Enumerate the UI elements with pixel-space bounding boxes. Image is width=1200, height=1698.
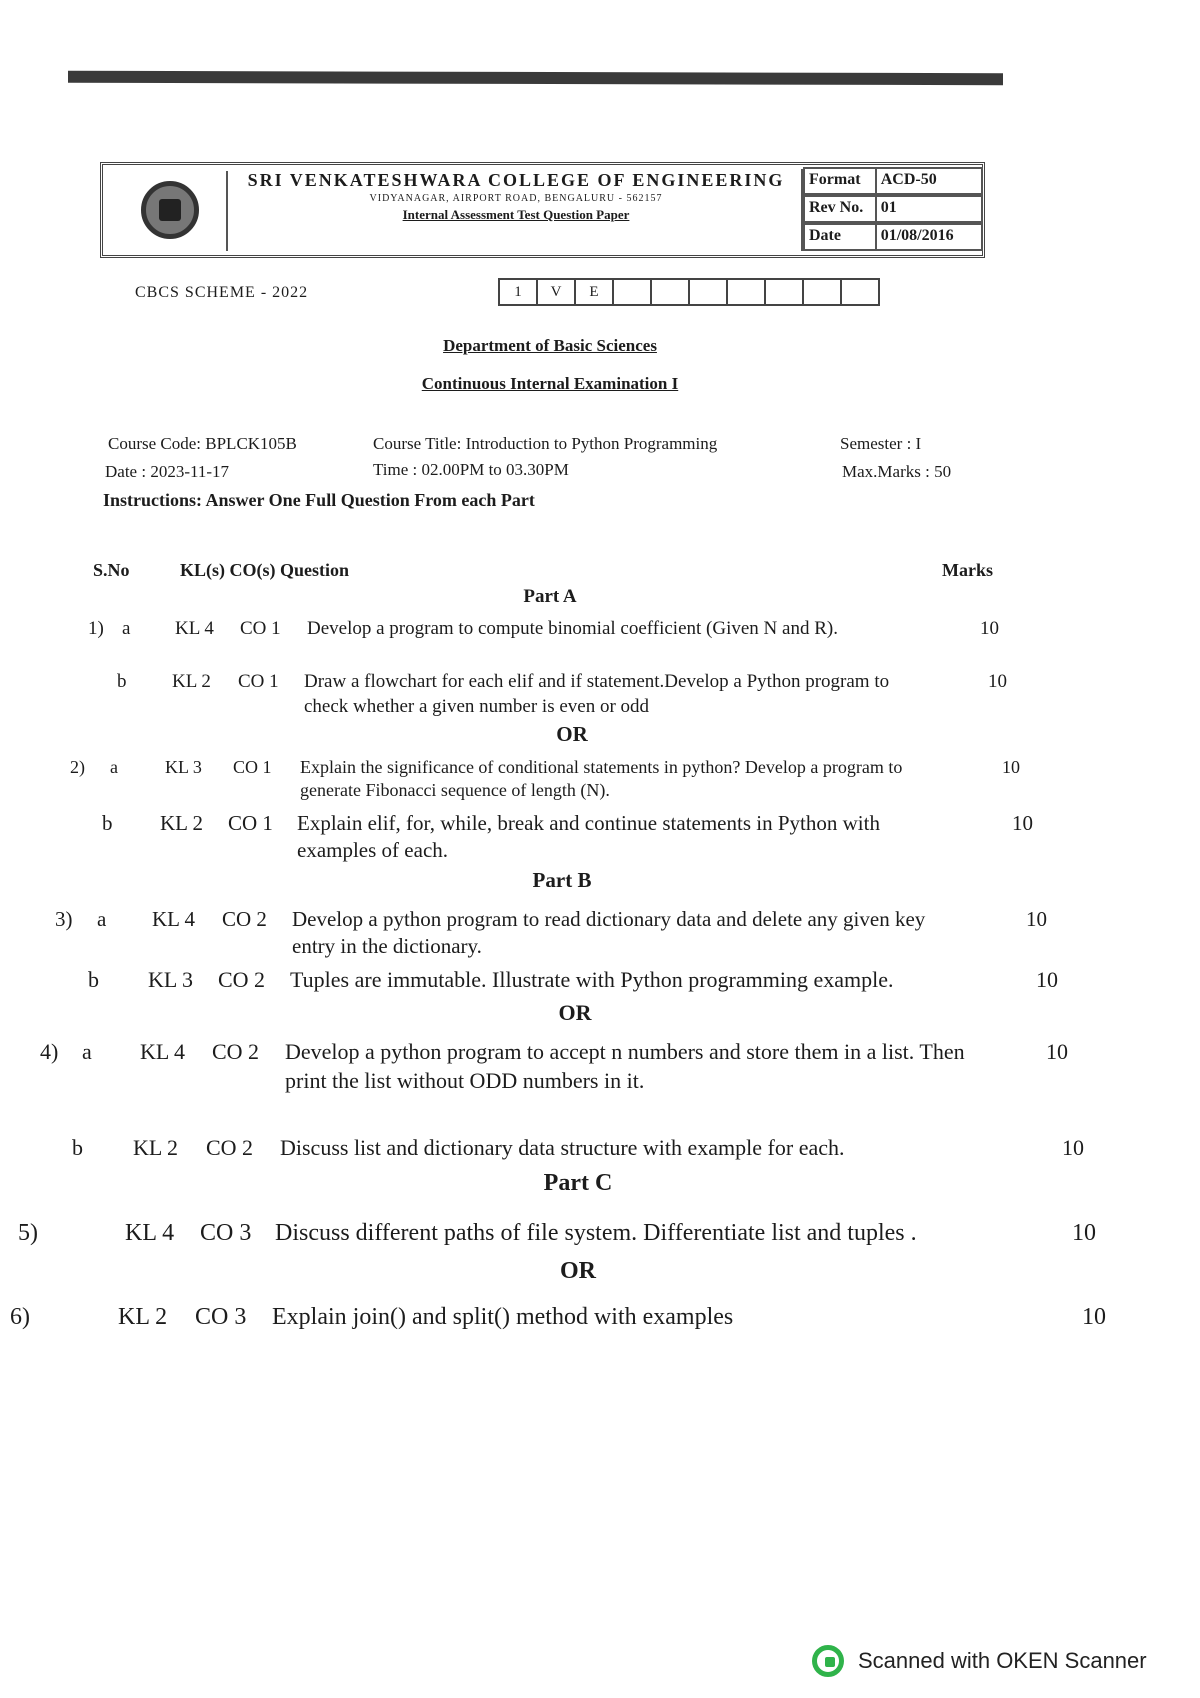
- meta-value: 01: [875, 195, 983, 223]
- course-outcome: CO 3: [195, 1304, 247, 1330]
- question-number: 3): [55, 907, 73, 931]
- scanner-watermark: [812, 1645, 1147, 1677]
- usn-digit-box: [802, 278, 842, 306]
- question-sub-label: a: [97, 907, 107, 931]
- knowledge-level: KL 3: [148, 967, 194, 992]
- course-outcome: CO 1: [238, 671, 279, 692]
- knowledge-level: KL 4: [175, 618, 214, 639]
- question-marks: 10: [1062, 1135, 1084, 1160]
- usn-digit-box: [612, 278, 652, 306]
- instructions: Instructions: Answer One Full Question From each Part: [103, 490, 535, 510]
- question-sub-label: b: [72, 1135, 83, 1160]
- question-marks: 10: [1036, 967, 1058, 992]
- question-marks: 10: [1082, 1304, 1106, 1330]
- department-title: Department of Basic Sciences: [443, 336, 657, 355]
- question-sub-label: a: [122, 618, 131, 639]
- knowledge-level: KL 4: [125, 1220, 175, 1246]
- knowledge-level: KL 2: [172, 671, 211, 692]
- question-sub-label: b: [117, 671, 127, 692]
- usn-digit-box: V: [536, 278, 576, 306]
- question-sub-label: b: [102, 811, 113, 835]
- max-marks: Max.Marks : 50: [842, 462, 952, 481]
- knowledge-level: KL 2: [160, 811, 203, 835]
- knowledge-level: KL 2: [133, 1135, 179, 1160]
- or-separator: OR: [556, 722, 588, 746]
- question-sub-label: a: [110, 757, 118, 777]
- semester: Semester : I: [840, 434, 922, 453]
- usn-digit-box: [840, 278, 880, 306]
- sno-header: S.No: [93, 560, 130, 580]
- question-marks: 10: [1072, 1220, 1096, 1246]
- emblem-icon: [141, 181, 199, 239]
- usn-digit-box: [688, 278, 728, 306]
- question-text: Draw a flowchart for each elif and if statement.Develop a Python program to check whether a given number is even or odd: [304, 671, 890, 717]
- marks-header: Marks: [942, 560, 993, 580]
- question-text: Discuss list and dictionary data structure with example for each.: [280, 1135, 845, 1160]
- college-logo: [111, 171, 228, 251]
- exam-date: Date : 2023-11-17: [105, 462, 230, 481]
- college-address: VIDYANAGAR, AIRPORT ROAD, BENGALURU - 562157: [369, 193, 663, 204]
- question-marks: 10: [988, 671, 1007, 692]
- usn-digit-box: E: [574, 278, 614, 306]
- course-outcome: CO 2: [218, 967, 266, 992]
- course-outcome: CO 1: [228, 811, 273, 835]
- meta-label: Format: [803, 167, 877, 195]
- meta-row: [803, 167, 983, 195]
- question-text: Tuples are immutable. Illustrate with Python programming example.: [290, 967, 894, 992]
- question-text: Develop a python program to read dictionary data and delete any given key entry in the dictionary.: [292, 907, 926, 959]
- course-title: Course Title: Introduction to Python Programming: [373, 434, 718, 453]
- course-outcome: CO 3: [200, 1220, 252, 1246]
- course-outcome: CO 2: [212, 1039, 260, 1064]
- part-a-heading: Part A: [523, 586, 577, 607]
- question-marks: 10: [1012, 811, 1033, 835]
- question-marks: 10: [1002, 757, 1020, 777]
- question-sub-label: a: [82, 1039, 92, 1064]
- question-number: 2): [70, 757, 85, 777]
- question-text: Discuss different paths of file system. Differentiate list and tuples .: [275, 1220, 917, 1246]
- top-border-bar: [68, 71, 1003, 85]
- question-number: 1): [88, 618, 104, 639]
- question-number: 5): [18, 1220, 38, 1246]
- exam-time: Time : 02.00PM to 03.30PM: [373, 460, 569, 479]
- exam-title: Continuous Internal Examination I: [421, 374, 679, 393]
- question-marks: 10: [980, 618, 999, 639]
- part-b-heading: Part B: [532, 868, 592, 892]
- question-text: Explain join() and split() method with examples: [272, 1304, 734, 1330]
- meta-value: 01/08/2016: [875, 223, 983, 251]
- meta-row: [803, 223, 983, 251]
- knowledge-level: KL 2: [118, 1304, 168, 1330]
- usn-boxes: [500, 278, 880, 306]
- usn-digit-box: [650, 278, 690, 306]
- course-code: Course Code: BPLCK105B: [108, 434, 297, 453]
- question-text: Develop a program to compute binomial coefficient (Given N and R).: [307, 618, 838, 639]
- college-name: SRI VENKATESHWARA COLLEGE OF ENGINEERING: [247, 170, 785, 190]
- college-info: [231, 169, 803, 251]
- scanner-text: Scanned with OKEN Scanner: [858, 1648, 1147, 1673]
- course-outcome: CO 1: [233, 757, 272, 777]
- meta-label: Date: [803, 223, 877, 251]
- meta-value: ACD-50: [875, 167, 983, 195]
- part-c-heading: Part C: [543, 1170, 613, 1196]
- or-separator: OR: [560, 1258, 596, 1284]
- question-number: 6): [10, 1304, 30, 1330]
- college-header-box: [100, 162, 985, 258]
- course-outcome: CO 2: [206, 1135, 254, 1160]
- question-text: Develop a python program to accept n numbers and store them in a list. Then print the list without ODD numbers in it.: [285, 1039, 965, 1093]
- question-marks: 10: [1046, 1039, 1068, 1064]
- question-marks: 10: [1026, 907, 1047, 931]
- question-text: Explain elif, for, while, break and continue statements in Python with examples of each.: [297, 811, 880, 863]
- scheme-label: CBCS SCHEME - 2022: [135, 284, 309, 301]
- question-number: 4): [40, 1039, 59, 1064]
- knowledge-level: KL 4: [140, 1039, 186, 1064]
- usn-digit-box: [726, 278, 766, 306]
- question-sub-label: b: [88, 967, 99, 992]
- question-text: Explain the significance of conditional statements in python? Develop a program to generate Fibonacci sequence of length (N).: [300, 757, 903, 801]
- course-outcome: CO 2: [222, 907, 267, 931]
- question-header: KL(s) CO(s) Question: [180, 560, 350, 580]
- usn-digit-box: 1: [498, 278, 538, 306]
- usn-digit-box: [764, 278, 804, 306]
- knowledge-level: KL 4: [152, 907, 195, 931]
- knowledge-level: KL 3: [165, 757, 202, 777]
- or-separator: OR: [558, 1000, 592, 1025]
- paper-type: Internal Assessment Test Question Paper: [402, 207, 630, 222]
- scanner-logo-icon: [812, 1645, 844, 1677]
- course-outcome: CO 1: [240, 618, 281, 639]
- meta-row: [803, 195, 983, 223]
- meta-label: Rev No.: [803, 195, 877, 223]
- format-table: [803, 167, 983, 251]
